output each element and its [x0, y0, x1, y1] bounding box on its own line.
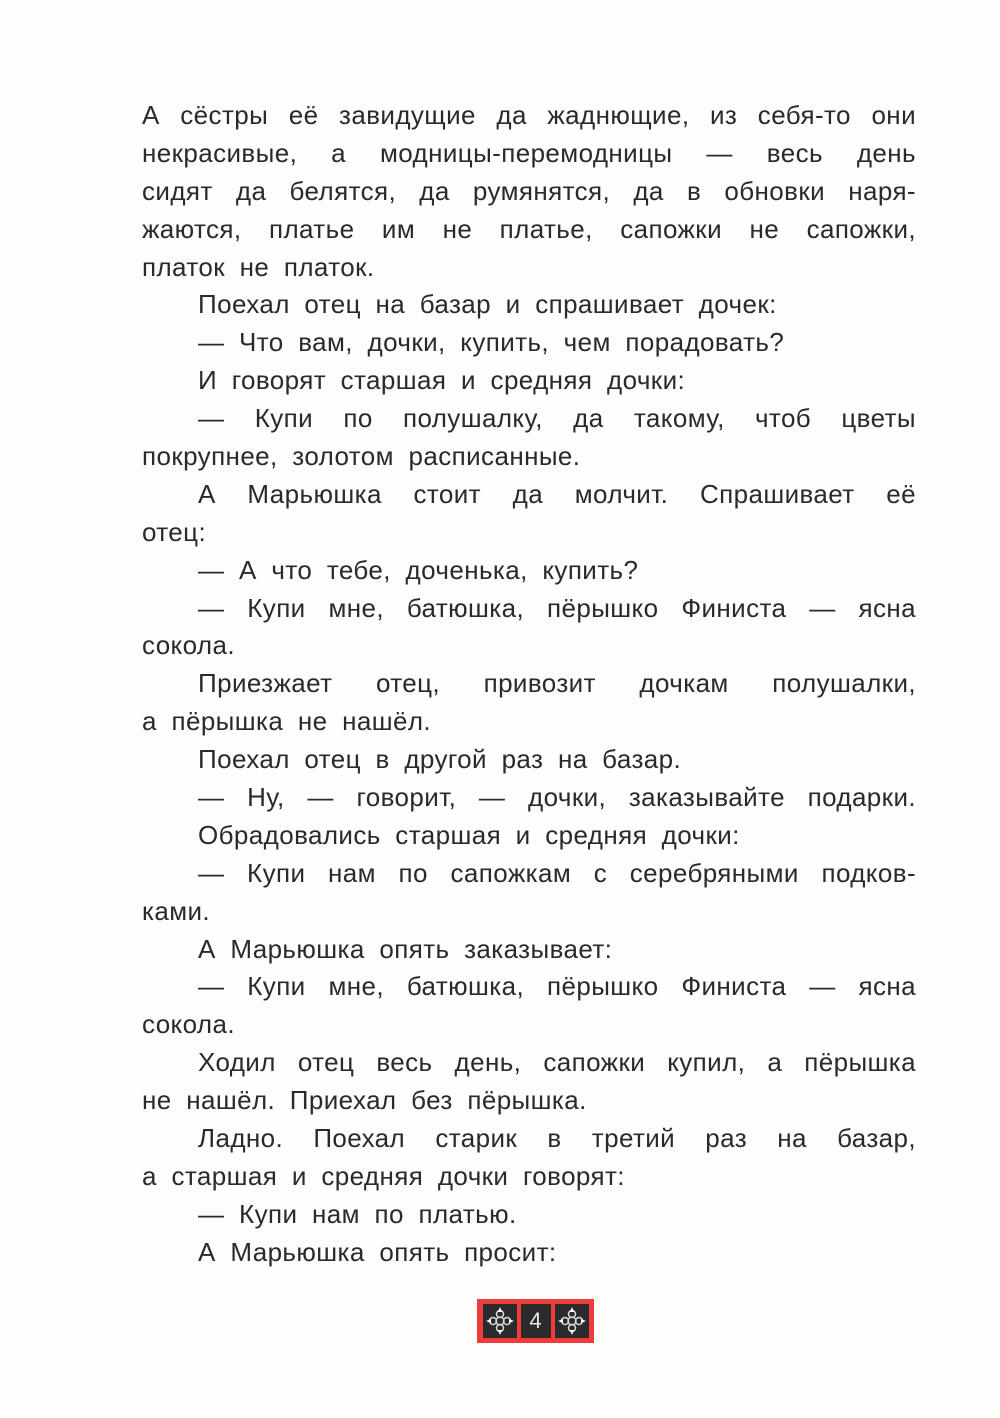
text-line: — Ну, — говорит, — дочки, заказывайте подарки.: [198, 782, 916, 813]
text-line: А сёстры её завидущие да жаднющие, из себя-то они: [142, 100, 916, 130]
text-line: платок не платок.: [142, 251, 375, 282]
text-line: Приезжает отец, привозит дочкам полушалки,: [198, 668, 916, 699]
text-line: Поехал отец на базар и спрашивает дочек:: [198, 289, 777, 320]
text-line: сидят да белятся, да румянятся, да в обновки наря-: [142, 175, 916, 206]
text-line: Ладно. Поехал старик в третий раз на базар,: [198, 1123, 916, 1154]
text-line: Ходил отец весь день, сапожки купил, а пёрышка: [198, 1047, 916, 1078]
text-line: жаются, платье им не платье, сапожки не сапожки,: [142, 213, 916, 244]
flower-ornament-icon: [555, 1304, 589, 1338]
text-line: некрасивые, а модницы-перемодницы — весь день: [142, 137, 916, 168]
text-line: Обрадовались старшая и средняя дочки:: [198, 819, 740, 850]
text-line: А Марьюшка стоит да молчит. Спрашивает её: [198, 478, 916, 509]
text-line: А Марьюшка опять заказывает:: [198, 933, 613, 964]
page-number: 4: [521, 1304, 551, 1338]
text-line: — Купи мне, батюшка, пёрышко Финиста — ясна: [198, 971, 916, 1002]
text-line: А Марьюшка опять просит:: [198, 1236, 557, 1267]
text-line: — Купи нам по сапожкам с серебряными подков-: [198, 857, 916, 888]
text-line: отец:: [142, 516, 207, 547]
story-text: [142, 97, 916, 1272]
text-line: сокола.: [142, 630, 235, 661]
text-line: — А что тебе, доченька, купить?: [198, 554, 639, 585]
text-line: — Что вам, дочки, купить, чем порадовать?: [198, 327, 785, 358]
text-line: — Купи мне, батюшка, пёрышко Финиста — ясна: [198, 592, 916, 623]
text-line: ками.: [142, 895, 211, 926]
text-line: не нашёл. Приехал без пёрышка.: [142, 1085, 587, 1116]
text-line: покрупнее, золотом расписанные.: [142, 441, 581, 472]
flower-ornament-icon: [483, 1304, 517, 1338]
page-number-badge: [477, 1299, 594, 1343]
text-line: — Купи по полушалку, да такому, чтоб цветы: [198, 403, 916, 434]
text-line: И говорят старшая и средняя дочки:: [198, 365, 686, 396]
text-line: а старшая и средняя дочки говорят:: [142, 1160, 625, 1191]
text-line: сокола.: [142, 1009, 235, 1040]
text-line: Поехал отец в другой раз на базар.: [198, 744, 682, 775]
text-line: — Купи нам по платью.: [198, 1198, 517, 1229]
text-line: а пёрышка не нашёл.: [142, 706, 432, 737]
